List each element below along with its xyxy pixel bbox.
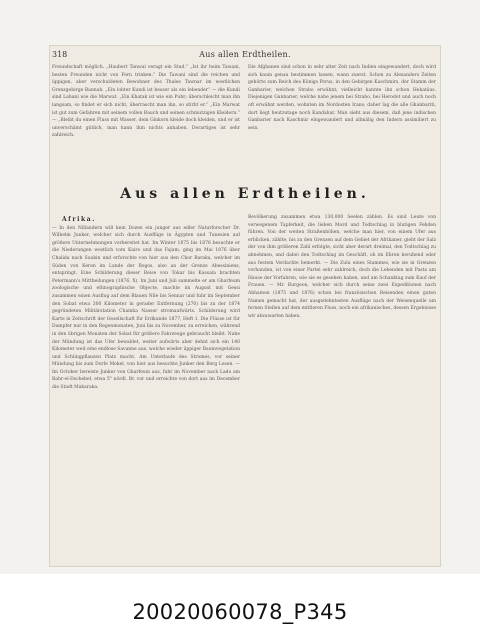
bottom-left-text: — In den Nillandern will kein Dozen ein junger aus edler Naturforscher Dr. Wilhelm Junker, welcher sich durch Ausflüge in Ägypten und Tunesien auf größere Unternehmungen vorbereitet hat. Im Winter 1875 bis 1876 besuchte er die Niederungen westlich vom Kairo und das Fajum, ging im Mai 1876 über Chalida nach Suakin und erforschte von hier aus den Chor Baraka, welcher im Süden von Keren im Lande der Bogos, also an der Grenze Abessiniens, entspringt. Eine Schilderung dieser Reise von Tokar bis Kassala brachten Petermann's Mittheilungen (1876, X). Im Juni und Juli sammelte er am Gharfeum zoologische und ethnographische Objecte, machte im August mit Gessi zusammen einen Ausflug auf dem Blauen Nile bis Sennar und fuhr im September den Sobat etwa 300 Kilometer in gerader Entfernung (270) bis zu der 1874 gegründeten Militärstation Chamba Nasser stromaufwärts. Schilderung wird Karte in Zeitschrift der Gesellschaft für Erdkunde 1877, Heft 1. Die Flüsse ist für Dampfer nur in den Regenmonaten, Juni bis zu November, zu erreichen, während in den übrigen Monaten der Sobat für größere Fahrzeuge gebraucht bleibt. Nahe der Mündung ist das Ufer bewaldet, weiter aufwärts aber dehnt sich ein 140 Kilometer weit eine endlose Savanne aus, welche wieder üppiger Baumvegetation und Schlingpflanzen Platz macht. Am Unterlaufe des Stromes, vor seiner Mündung bis zum Dorfe Mokel, von hier aus besuchte Junker den Berg Lesen. — Im October bereiste Junker von Gharfeum aus, fuhr im November nach Lado am Bahr-el-Dschebel, etwa 5° nördl. Br. vor und erreichte von dort aus im December die Stadt Makaraka.: [52, 225, 240, 391]
image-caption: 20020060078_P345: [132, 600, 348, 624]
book-page: [50, 46, 440, 566]
top-columns: [52, 64, 436, 178]
top-left-column: Freundschaft möglich. „Haubert Tanwai veragt ein Stud.“ „Ist ihr heim Tawani, besten Freunden nicht von Fern trinken.“ Die Tawani sind die reichen und üppigen, aber verschuldeten Bewohner des Thales Tawnar im westlichen Grenzgebirge Bannah. „Ein lobter Kundi ist besser als ein lebender“ — die Kundi sind Lahani wie die Marwat. „Ein Khatak ist wie ein Puhr; überschleicht man ihn langsam, so findet er sich nicht, überrascht man ihn, so stirbt er.“ „Ein Marwat ist gut zum Gefahren mit seinem vollen Bauch und seinen schmutzigen Kleidern.“ — „Bleibt du einen Fluss mit Wasser, dem Ginkorn kleide doch kleiden, und er ist unverschämt gütlich, man kann ihm nichts anhaben. Derartiges ist sehr zahlreich.: [52, 65, 240, 139]
section-title: Aus allen Erdtheilen.: [120, 186, 370, 202]
bottom-left-column: [52, 214, 240, 562]
page-header: [50, 50, 440, 64]
bottom-columns: [52, 214, 436, 562]
page-number: 318: [52, 50, 68, 59]
top-right-column: Die Afghanen sind schon in sehr alter Zeit nach Indien eingewandert, doch wird sich kaum genau bestimmen lassen, wann zuerst. Schon zu Alexanders Zeiten gehörte zum Reich des Königs Porus, in den Gebirgen Kaschmirs, der Stamm der Ganbarier, welchen Strabo erwähnt; vielleicht kannte ihn schon Hekatäus. Diejenigen Ganbarier, welche nahe jenem bei Strabo, bei Herodot und auch noch oft erwähnt werden, wohnten im Nordosten Irans; daher lag die alle Ghanbariti, dort liegt heutzutage noch Kandahar. Man sieht aus diesem, daß jene indischen Ganbarier nach Kaschmir eingewandert und allmälig den Indern assimiliert zu sein.: [248, 65, 436, 131]
bottom-right-column: Bevölkerung zusammen etwa 130,000 Seelen zählen. Es sind Leute von verwegenem Tapferkeit, die lieben Mord und Todtschlag in blutigen Fehden führen. Von der weiten Straßenhöhen, welche man hier, von einem Ufer aus erblicken, zählte, bis zu den Grenzen auf dem Gebiet der Afrikaner, giebt der Salz der von ihm größeren Zahl erfolgte, sicht aber derart dreimal, den Todtschlag zu abnehmen, und dabei den Todtschlag im Geschäft, ob im Ehren beruhend oder aus festem Verdachte bemerkt. — Die Zulu eines Stammes, wie sie in Grenzen vorhanden, ist von einer Partei sehr zahlreich, doch die Lebenden mit Pasta am Hause der Vorfahren, wie sie es gesehen haben, und am Schanktag zum Kauf der Frauen. — Mr. Burgeon, welcher sich durch seine zwei Expeditionen nach Abhamon (1875 und 1876) schon bei französischen Reisenden einen guten Namen gemacht hat, der ausgedehntesten Ausflüge nach der Weisenquelle um fernen Stellen auf dem mittleren Fluss, noch ein afrikanisches, dessen Ergebnisse wir abzuwarten haben.: [248, 215, 436, 319]
running-title: Aus allen Erdtheilen.: [199, 50, 291, 59]
subheading-afrika: Afrika.: [62, 216, 96, 223]
